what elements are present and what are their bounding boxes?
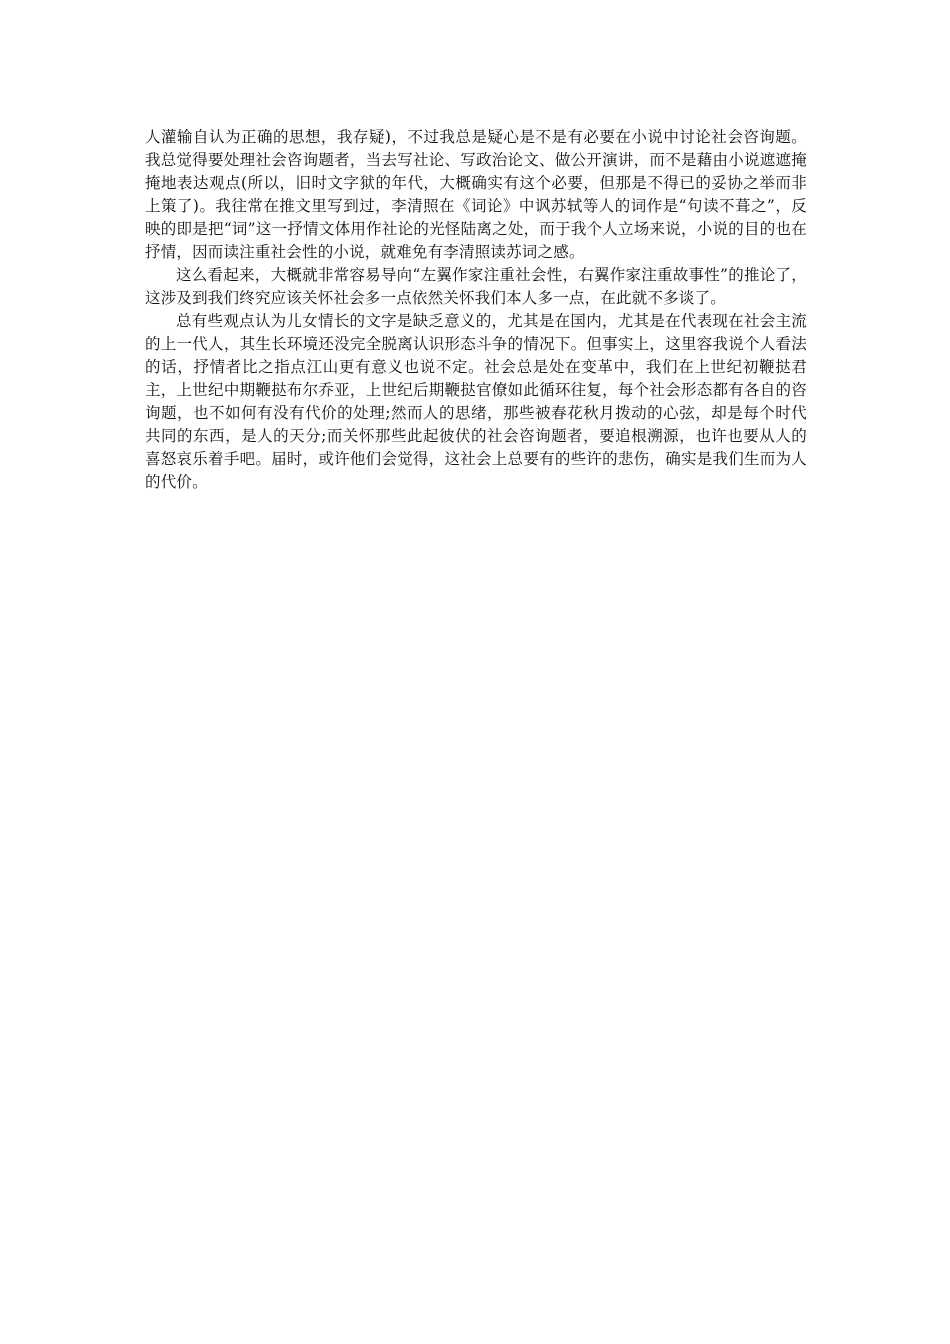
paragraph-continued: 人灌输自认为正确的思想，我存疑)，不过我总是疑心是不是有必要在小说中讨论社会咨询题。我总觉得要处理社会咨询题者，当去写社论、写政治论文、做公开演讲，而不是藉由小说遮遮掩掩地表达观点(所以，旧时文字狱的年代，大概确实有这个必要，但那是不得已的妥协之举而非上策了)。我往常在推文里写到过，李清照在《词论》中讽苏轼等人的词作是“句读不葺之”，反映的即是把“词”这一抒情文体用作社论的光怪陆离之处，而于我个人立场来说，小说的目的也在抒情，因而读注重社会性的小说，就难免有李清照读苏词之感。: [145, 128, 807, 261]
paragraph: 总有些观点认为儿女情长的文字是缺乏意义的，尤其是在国内，尤其是在代表现在社会主流的上一代人，其生长环境还没完全脱离认识形态斗争的情况下。但事实上，这里容我说个人看法的话，抒情者比之指点江山更有意义也说不定。社会总是处在变革中，我们在上世纪初鞭挞君主，上世纪中期鞭挞布尔乔亚，上世纪后期鞭挞官僚如此循环往复，每个社会形态都有各自的咨询题，也不如何有没有代价的处理;然而人的思绪，那些被春花秋月拨动的心弦，却是每个时代共同的东西，是人的天分;而关怀那些此起彼伏的社会咨询题者，要追根溯源，也许也要从人的喜怒哀乐着手吧。届时，或许他们会觉得，这社会上总要有的些许的悲伤，确实是我们生而为人的代价。: [145, 312, 807, 491]
paragraph: 这么看起来，大概就非常容易导向“左翼作家注重社会性，右翼作家注重故事性”的推论了，这涉及到我们终究应该关怀社会多一点依然关怀我们本人多一点，在此就不多谈了。: [145, 266, 807, 307]
document-body: [145, 126, 807, 494]
